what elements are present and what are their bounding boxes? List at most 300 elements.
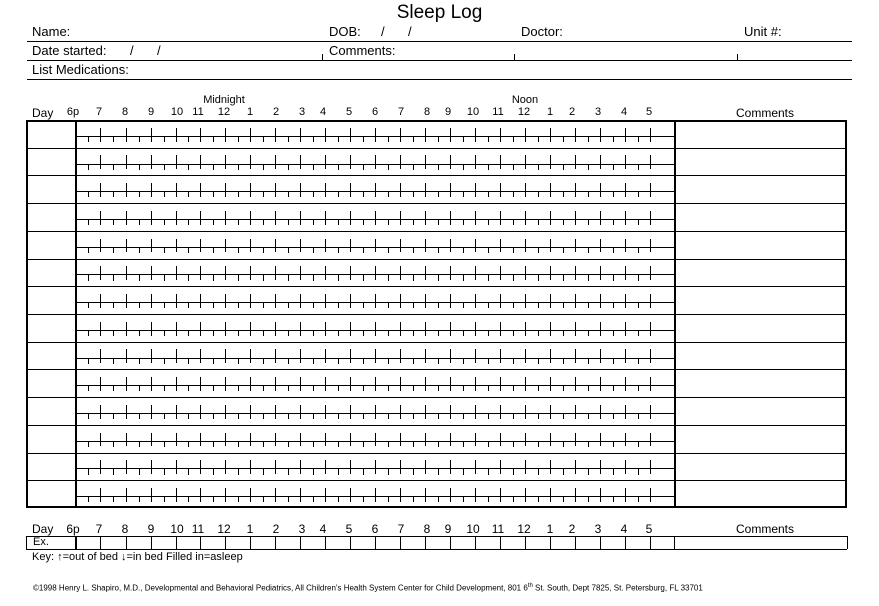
half-hour-tick: [238, 191, 239, 197]
hour-tick: [76, 266, 77, 280]
name-label: Name:: [32, 24, 71, 39]
hour-tick: [450, 488, 451, 502]
hour-tick: [450, 322, 451, 336]
hour-tick: [475, 183, 476, 197]
footer-text-2: St. South, Dept 7825, St. Petersburg, FL 33701: [532, 583, 703, 593]
half-hour-tick: [164, 164, 165, 170]
example-hour-tick: [450, 536, 451, 549]
half-hour-tick: [638, 496, 639, 502]
example-hour-tick: [100, 536, 101, 549]
hour-tick: [625, 488, 626, 502]
half-hour-tick: [638, 219, 639, 225]
example-hour-label: 8: [121, 522, 129, 536]
hour-tick: [450, 460, 451, 474]
hour-tick: [575, 211, 576, 225]
hour-tick: [450, 128, 451, 142]
hour-tick: [375, 211, 376, 225]
half-hour-tick: [338, 441, 339, 447]
half-hour-tick: [463, 164, 464, 170]
half-hour-tick: [513, 274, 514, 280]
half-hour-tick: [213, 302, 214, 308]
half-hour-tick: [313, 385, 314, 391]
half-hour-tick: [513, 358, 514, 364]
half-hour-tick: [538, 385, 539, 391]
half-hour-tick: [488, 413, 489, 419]
hour-tick: [250, 155, 251, 169]
half-hour-tick: [413, 358, 414, 364]
half-hour-tick: [164, 219, 165, 225]
half-hour-tick: [638, 247, 639, 253]
hour-tick: [600, 183, 601, 197]
half-hour-tick: [513, 468, 514, 474]
half-hour-tick: [413, 441, 414, 447]
hour-tick: [625, 128, 626, 142]
hour-tick: [275, 211, 276, 225]
half-hour-tick: [363, 413, 364, 419]
half-hour-tick: [538, 302, 539, 308]
half-hour-tick: [588, 358, 589, 364]
hour-label: 6: [371, 106, 379, 118]
hour-tick: [300, 239, 301, 253]
half-hour-tick: [613, 330, 614, 336]
hour-tick: [225, 294, 226, 308]
half-hour-tick: [563, 385, 564, 391]
hour-tick: [176, 405, 177, 419]
hour-tick: [126, 349, 127, 363]
half-hour-tick: [164, 413, 165, 419]
hour-tick: [176, 488, 177, 502]
hour-tick: [250, 294, 251, 308]
half-hour-tick: [238, 496, 239, 502]
half-hour-tick: [164, 136, 165, 142]
half-hour-tick: [438, 274, 439, 280]
hour-tick: [400, 488, 401, 502]
hour-tick: [500, 155, 501, 169]
hour-tick: [425, 294, 426, 308]
key-legend: [32, 551, 243, 563]
example-hour-label: 4: [620, 522, 628, 536]
hour-tick: [450, 266, 451, 280]
half-hour-tick: [213, 136, 214, 142]
hour-tick: [500, 460, 501, 474]
half-hour-tick: [88, 302, 89, 308]
half-hour-tick: [513, 247, 514, 253]
half-hour-tick: [563, 441, 564, 447]
hour-tick: [275, 183, 276, 197]
half-hour-tick: [139, 358, 140, 364]
hour-tick: [300, 460, 301, 474]
hour-tick: [176, 377, 177, 391]
half-hour-tick: [413, 136, 414, 142]
half-hour-tick: [413, 413, 414, 419]
half-hour-tick: [538, 164, 539, 170]
hour-tick: [550, 155, 551, 169]
half-hour-tick: [413, 302, 414, 308]
hour-tick: [575, 488, 576, 502]
half-hour-tick: [563, 358, 564, 364]
half-hour-tick: [113, 247, 114, 253]
half-hour-tick: [413, 330, 414, 336]
hour-label: 11: [192, 106, 204, 118]
hour-tick: [625, 377, 626, 391]
half-hour-tick: [363, 164, 364, 170]
hour-tick: [225, 211, 226, 225]
half-hour-tick: [388, 247, 389, 253]
half-hour-tick: [263, 164, 264, 170]
half-hour-tick: [188, 219, 189, 225]
half-hour-tick: [463, 330, 464, 336]
header-tick: [737, 54, 738, 60]
hour-tick: [176, 433, 177, 447]
hour-tick: [350, 460, 351, 474]
hour-tick: [550, 183, 551, 197]
half-hour-tick: [438, 136, 439, 142]
half-hour-tick: [463, 441, 464, 447]
hour-tick: [400, 405, 401, 419]
half-hour-tick: [88, 496, 89, 502]
hour-tick: [425, 128, 426, 142]
hour-tick: [100, 266, 101, 280]
hour-tick: [176, 128, 177, 142]
half-hour-tick: [188, 413, 189, 419]
half-hour-tick: [363, 441, 364, 447]
half-hour-tick: [513, 219, 514, 225]
half-hour-tick: [288, 274, 289, 280]
hour-tick: [350, 239, 351, 253]
hour-tick: [475, 405, 476, 419]
half-hour-tick: [338, 191, 339, 197]
half-hour-tick: [139, 219, 140, 225]
half-hour-tick: [338, 274, 339, 280]
header-rule-3: [27, 79, 852, 80]
hour-tick: [425, 349, 426, 363]
hour-tick: [200, 377, 201, 391]
half-hour-tick: [139, 191, 140, 197]
hour-tick: [100, 211, 101, 225]
row-divider: [26, 314, 847, 315]
half-hour-tick: [164, 385, 165, 391]
half-hour-tick: [563, 496, 564, 502]
half-hour-tick: [338, 164, 339, 170]
hour-tick: [200, 349, 201, 363]
half-hour-tick: [513, 302, 514, 308]
half-hour-tick: [288, 219, 289, 225]
hour-tick: [375, 155, 376, 169]
half-hour-tick: [313, 302, 314, 308]
midnight-label: Midnight: [203, 94, 245, 106]
hour-tick: [300, 128, 301, 142]
example-hour-label: 5: [645, 522, 653, 536]
half-hour-tick: [638, 441, 639, 447]
hour-tick: [450, 294, 451, 308]
hour-tick: [575, 266, 576, 280]
row-divider: [26, 425, 847, 426]
half-hour-tick: [538, 191, 539, 197]
half-hour-tick: [288, 496, 289, 502]
hour-tick: [625, 460, 626, 474]
half-hour-tick: [188, 136, 189, 142]
hour-tick: [450, 155, 451, 169]
half-hour-tick: [513, 330, 514, 336]
half-hour-tick: [139, 468, 140, 474]
half-hour-tick: [588, 274, 589, 280]
hour-tick: [350, 155, 351, 169]
hour-tick: [325, 266, 326, 280]
hour-tick: [100, 294, 101, 308]
hour-tick: [200, 405, 201, 419]
half-hour-tick: [463, 468, 464, 474]
hour-tick: [76, 183, 77, 197]
half-hour-tick: [288, 358, 289, 364]
hour-tick: [350, 266, 351, 280]
hour-tick: [525, 377, 526, 391]
half-hour-tick: [463, 302, 464, 308]
hour-tick: [600, 349, 601, 363]
hour-tick: [575, 433, 576, 447]
header-rule-2: [27, 60, 852, 61]
half-hour-tick: [463, 219, 464, 225]
hour-tick: [225, 155, 226, 169]
half-hour-tick: [139, 247, 140, 253]
example-hour-tick: [575, 536, 576, 549]
half-hour-tick: [563, 468, 564, 474]
hour-label: 12: [217, 106, 231, 118]
half-hour-tick: [188, 302, 189, 308]
hour-tick: [525, 294, 526, 308]
hour-tick: [650, 239, 651, 253]
hour-tick: [525, 266, 526, 280]
half-hour-tick: [613, 136, 614, 142]
hour-tick: [450, 377, 451, 391]
half-hour-tick: [363, 219, 364, 225]
hour-tick: [600, 239, 601, 253]
half-hour-tick: [139, 302, 140, 308]
example-hour-label: 4: [319, 522, 327, 536]
hour-tick: [625, 322, 626, 336]
half-hour-tick: [164, 274, 165, 280]
hour-tick: [600, 155, 601, 169]
half-hour-tick: [638, 468, 639, 474]
half-hour-tick: [113, 219, 114, 225]
hour-tick: [100, 377, 101, 391]
hour-tick: [176, 239, 177, 253]
hour-tick: [550, 294, 551, 308]
example-hour-tick: [550, 536, 551, 549]
half-hour-tick: [613, 496, 614, 502]
half-hour-tick: [413, 247, 414, 253]
hour-tick: [425, 488, 426, 502]
half-hour-tick: [388, 385, 389, 391]
hour-tick: [325, 433, 326, 447]
medications-label: List Medications:: [32, 62, 129, 77]
hour-tick: [225, 239, 226, 253]
half-hour-tick: [288, 302, 289, 308]
half-hour-tick: [313, 274, 314, 280]
date-started-label: Date started:: [32, 43, 107, 58]
hour-label: 5: [645, 106, 653, 118]
hour-tick: [475, 128, 476, 142]
half-hour-tick: [113, 136, 114, 142]
hour-tick: [300, 433, 301, 447]
hour-label: 1: [246, 106, 254, 118]
hour-tick: [225, 183, 226, 197]
half-hour-tick: [213, 496, 214, 502]
half-hour-tick: [413, 496, 414, 502]
hour-tick: [550, 349, 551, 363]
half-hour-tick: [438, 191, 439, 197]
hour-tick: [250, 211, 251, 225]
example-hour-tick: [225, 536, 226, 549]
hour-label: 10: [170, 106, 184, 118]
hour-tick: [100, 183, 101, 197]
example-hour-label: 12: [517, 522, 531, 536]
half-hour-tick: [113, 496, 114, 502]
hour-tick: [76, 433, 77, 447]
hour-tick: [176, 211, 177, 225]
half-hour-tick: [238, 164, 239, 170]
hour-tick: [375, 433, 376, 447]
half-hour-tick: [338, 496, 339, 502]
half-hour-tick: [164, 496, 165, 502]
hour-tick: [100, 128, 101, 142]
half-hour-tick: [588, 136, 589, 142]
hour-tick: [375, 460, 376, 474]
half-hour-tick: [563, 219, 564, 225]
hour-tick: [475, 460, 476, 474]
hour-tick: [275, 349, 276, 363]
row-divider: [26, 203, 847, 204]
date-slash-2: /: [157, 43, 161, 58]
hour-tick: [200, 294, 201, 308]
hour-label: 12: [517, 106, 531, 118]
hour-tick: [650, 211, 651, 225]
half-hour-tick: [613, 358, 614, 364]
row-divider: [26, 148, 847, 149]
half-hour-tick: [139, 496, 140, 502]
half-hour-tick: [563, 136, 564, 142]
hour-tick: [550, 266, 551, 280]
half-hour-tick: [388, 413, 389, 419]
half-hour-tick: [388, 274, 389, 280]
example-hour-label: 10: [170, 522, 184, 536]
half-hour-tick: [463, 496, 464, 502]
dob-slash-2: /: [408, 24, 412, 39]
hour-tick: [500, 239, 501, 253]
half-hour-tick: [313, 330, 314, 336]
half-hour-tick: [238, 358, 239, 364]
hour-tick: [151, 405, 152, 419]
half-hour-tick: [538, 468, 539, 474]
hour-tick: [525, 211, 526, 225]
half-hour-tick: [413, 274, 414, 280]
comments-column-label: Comments: [736, 106, 795, 120]
half-hour-tick: [563, 191, 564, 197]
half-hour-tick: [188, 164, 189, 170]
hour-tick: [425, 433, 426, 447]
half-hour-tick: [638, 274, 639, 280]
half-hour-tick: [563, 302, 564, 308]
half-hour-tick: [638, 413, 639, 419]
hour-tick: [475, 239, 476, 253]
half-hour-tick: [388, 441, 389, 447]
half-hour-tick: [88, 385, 89, 391]
hour-tick: [425, 405, 426, 419]
example-hour-tick: [151, 536, 152, 549]
half-hour-tick: [388, 496, 389, 502]
half-hour-tick: [164, 191, 165, 197]
half-hour-tick: [638, 385, 639, 391]
hour-tick: [525, 349, 526, 363]
half-hour-tick: [363, 274, 364, 280]
half-hour-tick: [363, 330, 364, 336]
hour-tick: [76, 488, 77, 502]
half-hour-tick: [288, 330, 289, 336]
half-hour-tick: [263, 247, 264, 253]
hour-tick: [650, 294, 651, 308]
half-hour-tick: [113, 274, 114, 280]
half-hour-tick: [88, 219, 89, 225]
half-hour-tick: [488, 468, 489, 474]
hour-tick: [425, 460, 426, 474]
hour-tick: [200, 322, 201, 336]
half-hour-tick: [538, 247, 539, 253]
hour-tick: [475, 433, 476, 447]
hour-label: 1: [546, 106, 554, 118]
hour-tick: [300, 211, 301, 225]
example-hour-label: 7: [95, 522, 103, 536]
half-hour-tick: [538, 358, 539, 364]
hour-tick: [625, 155, 626, 169]
half-hour-tick: [288, 413, 289, 419]
half-hour-tick: [563, 413, 564, 419]
header-tick: [322, 54, 323, 60]
half-hour-tick: [88, 441, 89, 447]
half-hour-tick: [588, 191, 589, 197]
half-hour-tick: [488, 385, 489, 391]
half-hour-tick: [363, 247, 364, 253]
hour-tick: [225, 488, 226, 502]
hour-tick: [400, 322, 401, 336]
half-hour-tick: [238, 219, 239, 225]
hour-tick: [176, 294, 177, 308]
half-hour-tick: [313, 358, 314, 364]
hour-tick: [250, 349, 251, 363]
half-hour-tick: [213, 385, 214, 391]
hour-tick: [350, 488, 351, 502]
hour-label: 8: [121, 106, 129, 118]
hour-tick: [500, 128, 501, 142]
example-hour-label: 12: [217, 522, 231, 536]
example-hour-tick: [600, 536, 601, 549]
hour-tick: [575, 349, 576, 363]
hour-tick: [525, 155, 526, 169]
hour-label: 7: [397, 106, 405, 118]
half-hour-tick: [139, 385, 140, 391]
hour-tick: [350, 405, 351, 419]
hour-tick: [325, 239, 326, 253]
half-hour-tick: [338, 330, 339, 336]
hour-tick: [250, 433, 251, 447]
half-hour-tick: [164, 441, 165, 447]
hour-tick: [600, 128, 601, 142]
hour-tick: [100, 349, 101, 363]
hour-tick: [525, 183, 526, 197]
half-hour-tick: [238, 274, 239, 280]
hour-tick: [325, 405, 326, 419]
example-hour-label: 1: [246, 522, 254, 536]
hour-tick: [500, 211, 501, 225]
hour-tick: [350, 294, 351, 308]
